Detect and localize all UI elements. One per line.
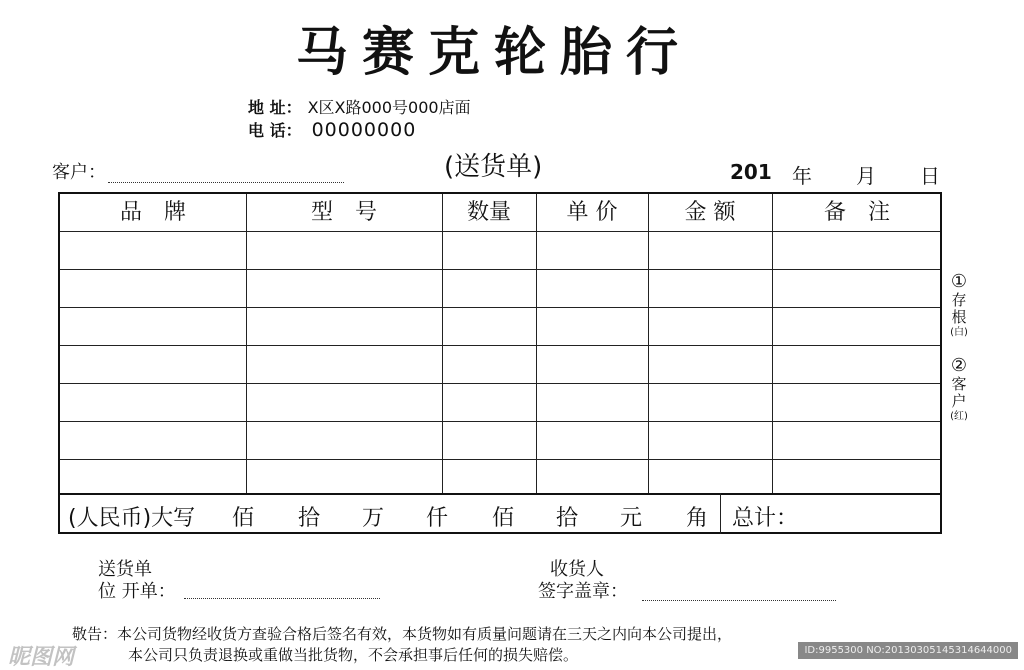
document-type: (送货单) <box>444 152 543 182</box>
col-header-remarks: 备 注 <box>823 200 890 225</box>
receiver-label-line1: 收货人 <box>550 559 604 580</box>
amount-unit-ten-thousand-tens: 拾 <box>298 506 321 531</box>
copy-color: (红) <box>950 411 968 422</box>
col-header-quantity: 数量 <box>466 200 511 225</box>
shop-name: 马赛克轮胎行 <box>296 22 693 83</box>
copy-number: ① <box>950 271 968 292</box>
date-day-unit: 日 <box>920 164 940 188</box>
amount-prefix: (人民币)大写 <box>68 506 196 531</box>
receiver-label-line2: 签字盖章： <box>538 581 628 602</box>
copy-label: 存 <box>951 291 967 309</box>
copy-marker-stub <box>946 272 972 340</box>
amount-unit-yuan: 元 <box>620 506 643 531</box>
table-row[interactable] <box>60 346 942 383</box>
date-year[interactable]: 201 <box>730 160 772 184</box>
copy-number: ② <box>950 355 968 376</box>
notice-line-2: 本公司只负责退换或重做当批货物，不会承担事后任何的损失赔偿。 <box>128 646 579 664</box>
watermark-logo: 昵图网 <box>8 645 75 670</box>
amount-unit-thousand: 仟 <box>426 506 449 531</box>
col-header-amount: 金 额 <box>684 200 736 225</box>
sender-label-line1: 送货单 <box>98 559 152 580</box>
copy-label: 户 <box>951 392 967 410</box>
amount-unit-hundred-thousand: 佰 <box>232 506 255 531</box>
copy-label: 根 <box>951 308 967 326</box>
date-year-unit: 年 <box>792 164 812 188</box>
amount-unit-hundred: 佰 <box>492 506 515 531</box>
shop-phone <box>248 118 416 141</box>
customer-field[interactable] <box>108 182 344 183</box>
watermark-id: ID:9955300 NO:20130305145314644000 <box>798 642 1018 659</box>
receiver-signature-label <box>538 559 628 603</box>
amount-unit-ten: 拾 <box>556 506 579 531</box>
table-row[interactable] <box>60 308 942 345</box>
notice-line-1: 敬告：本公司货物经收货方查验合格后签名有效，本货物如有质量问题请在三天之内向本公司提出， <box>72 625 733 643</box>
customer-label: 客户： <box>52 162 106 183</box>
sender-signature-field[interactable] <box>184 598 380 599</box>
sender-label-line2: 位 开单： <box>98 581 176 602</box>
total-label: 总计： <box>732 506 799 531</box>
col-header-model: 型 号 <box>310 200 377 225</box>
phone-label: 电 话： <box>248 121 302 140</box>
copy-label: 客 <box>951 375 967 393</box>
copy-marker-customer <box>946 356 972 424</box>
table-row[interactable] <box>60 270 942 307</box>
table-row[interactable] <box>60 422 942 459</box>
address-label: 地 址： <box>248 98 302 117</box>
shop-address <box>248 95 471 118</box>
table-row[interactable] <box>60 232 942 269</box>
amount-unit-ten-thousand: 万 <box>362 506 385 531</box>
notice-text <box>72 624 732 666</box>
col-header-brand: 品 牌 <box>119 200 186 225</box>
address-value: X区X路000号000店面 <box>307 98 471 117</box>
table-row[interactable] <box>60 384 942 421</box>
amount-unit-jiao: 角 <box>686 506 709 531</box>
receiver-signature-field[interactable] <box>642 600 836 601</box>
phone-value: 00000000 <box>311 119 417 141</box>
sender-signature-label <box>98 559 176 603</box>
delivery-table <box>58 192 942 534</box>
copy-color: (白) <box>950 327 968 338</box>
date-month-unit: 月 <box>856 164 876 188</box>
amount-in-words-row[interactable] <box>60 493 940 534</box>
table-row[interactable] <box>60 460 942 493</box>
col-header-unit-price: 单 价 <box>566 200 618 225</box>
